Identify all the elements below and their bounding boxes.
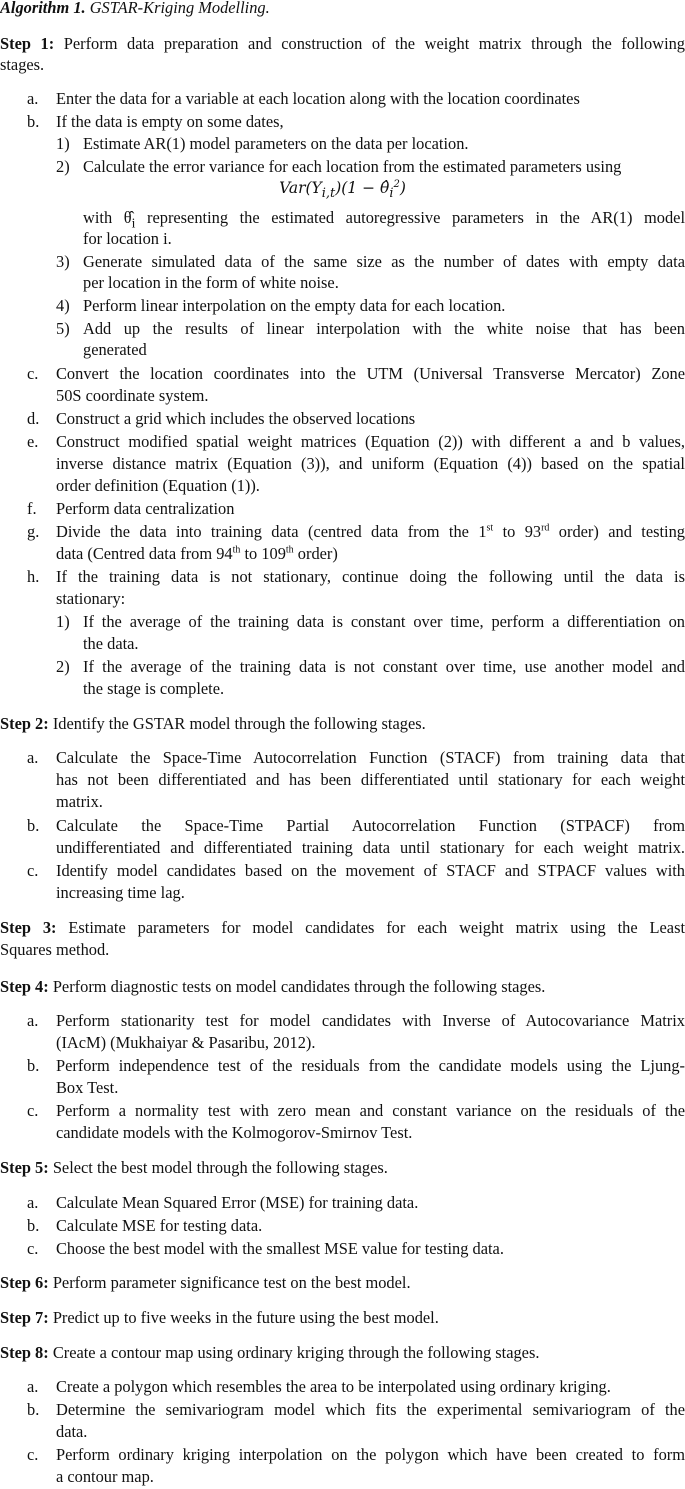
text-line: stages. [0, 55, 45, 74]
list-marker: a. [27, 748, 39, 767]
text-line: Step 1: Perform data preparation and construction of the weight matrix through the following [0, 34, 685, 53]
text-line: b. Perform independence test of the residuals from the candidate models using the Ljung- [27, 1056, 685, 1075]
list-marker: f. [27, 499, 37, 518]
list-marker: a. [27, 1011, 39, 1030]
list-marker: b. [27, 816, 40, 835]
text-line: e. Construct modified spatial weight matrices (Equation (2)) with different a and b values, [27, 432, 685, 451]
text-line: $Var(Y_{i,t})(1$ − $\thetâ_i^2$) [279, 178, 406, 202]
text-line: 50S coordinate system. [56, 386, 209, 405]
list-marker: 5) [56, 319, 70, 338]
text-line: a. Enter the data for a variable at each location along with the location coordinates [27, 89, 580, 108]
text-line: a. Calculate Mean Squared Error (MSE) for training data. [27, 1193, 419, 1212]
text-line: c. Identify model candidates based on the movement of STACF and STPACF values with [27, 861, 685, 880]
text-line: a. Perform stationarity test for model candidates with Inverse of Autocovariance Matrix [27, 1011, 685, 1030]
text-line: Step 5: Select the best model through the following stages. [0, 1158, 388, 1177]
text-line: candidate models with the Kolmogorov-Smirnov Test. [56, 1123, 413, 1142]
text-line: with $\thetâ_i$ representing the estimated autoregressive parameters in the AR(1) model [83, 208, 685, 231]
list-marker: c. [27, 1445, 39, 1464]
text-line: b. Calculate the Space-Time Partial Autocorrelation Function (STPACF) from [27, 816, 685, 835]
text-line: (IAcM) (Mukhaiyar & Pasaribu, 2012). [56, 1033, 316, 1052]
text-line: undifferentiated and differentiated training data until stationary for each weight matrix. [56, 838, 685, 857]
step-label: Step 2: [0, 714, 49, 733]
list-marker: 2) [56, 157, 70, 176]
text-line: 5) Add up the results of linear interpolation with the white noise that has been [56, 319, 685, 338]
text-line: Box Test. [56, 1078, 119, 1097]
text-line: Algorithm 1. GSTAR-Kriging Modelling. [0, 0, 270, 17]
text-line: stationary: [56, 589, 126, 608]
step-label: Step 3: [0, 918, 57, 937]
text-line: b. If the data is empty on some dates, [27, 112, 284, 131]
text-line: the stage is complete. [83, 679, 225, 698]
list-marker: h. [27, 567, 40, 586]
list-marker: a. [27, 89, 39, 108]
list-marker: c. [27, 1239, 39, 1258]
text-line: has not been differentiated and has been differentiated until stationary for each weight [56, 770, 685, 789]
text-line: Step 6: Perform parameter significance test on the best model. [0, 1273, 411, 1292]
text-line: for location i. [83, 229, 172, 248]
text-line: g. Divide the data into training data (centred data from the 1st to 93rd order) and testing [27, 522, 685, 541]
step-label: Step 8: [0, 1343, 49, 1362]
list-marker: e. [27, 432, 39, 451]
text-line: 1) Estimate AR(1) model parameters on the data per location. [56, 134, 469, 153]
text-line: c. Perform a normality test with zero mean and constant variance on the residuals of the [27, 1101, 685, 1120]
text-line: the data. [83, 634, 139, 653]
list-marker: 1) [56, 612, 70, 631]
step-label: Step 6: [0, 1273, 49, 1292]
text-line: data (Centred data from 94th to 109th order) [56, 544, 338, 563]
text-line: Step 2: Identify the GSTAR model through the following stages. [0, 714, 426, 733]
list-marker: c. [27, 1101, 39, 1120]
step-label: Step 5: [0, 1158, 49, 1177]
text-line: matrix. [56, 792, 103, 811]
text-line: Step 7: Predict up to five weeks in the future using the best model. [0, 1308, 439, 1327]
text-line: a contour map. [56, 1467, 154, 1486]
list-marker: c. [27, 861, 39, 880]
list-marker: b. [27, 1216, 40, 1235]
list-marker: g. [27, 522, 40, 541]
text-line: Step 8: Create a contour map using ordinary kriging through the following stages. [0, 1343, 540, 1362]
list-marker: c. [27, 364, 39, 383]
text-line: h. If the training data is not stationary, continue doing the following until the data is [27, 567, 685, 586]
text-line: a. Create a polygon which resembles the area to be interpolated using ordinary kriging. [27, 1377, 611, 1396]
list-marker: 4) [56, 296, 70, 315]
text-line: Step 3: Estimate parameters for model candidates for each weight matrix using the Least [0, 918, 685, 937]
text-line: inverse distance matrix (Equation (3)), and uniform (Equation (4)) based on the spatial [56, 454, 685, 473]
text-line: c. Convert the location coordinates into the UTM (Universal Transverse Mercator) Zone [27, 364, 685, 383]
text-line: c. Choose the best model with the smallest MSE value for testing data. [27, 1239, 504, 1258]
step-label: Step 4: [0, 977, 49, 996]
text-line: 3) Generate simulated data of the same size as the number of dates with empty data [56, 252, 685, 271]
text-line: 4) Perform linear interpolation on the empty data for each location. [56, 296, 506, 315]
text-line: b. Determine the semivariogram model which fits the experimental semivariogram of the [27, 1400, 685, 1419]
list-marker: b. [27, 1400, 40, 1419]
text-line: 1) If the average of the training data is constant over time, perform a differentiation on [56, 612, 685, 631]
text-line: 2) Calculate the error variance for each location from the estimated parameters using [56, 157, 622, 176]
text-line: Squares method. [0, 940, 110, 959]
text-line: increasing time lag. [56, 883, 185, 902]
text-line: Step 4: Perform diagnostic tests on model candidates through the following stages. [0, 977, 546, 996]
text-line: per location in the form of white noise. [83, 273, 339, 292]
text-line: a. Calculate the Space-Time Autocorrelation Function (STACF) from training data that [27, 748, 685, 767]
text-line: d. Construct a grid which includes the observed locations [27, 409, 416, 428]
list-marker: a. [27, 1377, 39, 1396]
text-line: generated [83, 340, 147, 359]
text-line: f. Perform data centralization [27, 499, 235, 518]
text-line: order definition (Equation (1)). [56, 476, 260, 495]
list-marker: 2) [56, 657, 70, 676]
list-marker: 3) [56, 252, 70, 271]
text-line: c. Perform ordinary kriging interpolation on the polygon which have been created to form [27, 1445, 685, 1464]
list-marker: d. [27, 409, 40, 428]
text-line: data. [56, 1422, 88, 1441]
list-marker: 1) [56, 134, 70, 153]
list-marker: a. [27, 1193, 39, 1212]
list-marker: b. [27, 112, 40, 131]
text-line: 2) If the average of the training data is not constant over time, use another model and [56, 657, 685, 676]
step-label: Step 7: [0, 1308, 49, 1327]
list-marker: b. [27, 1056, 40, 1075]
text-line: b. Calculate MSE for testing data. [27, 1216, 263, 1235]
step-label: Step 1: [0, 34, 55, 53]
